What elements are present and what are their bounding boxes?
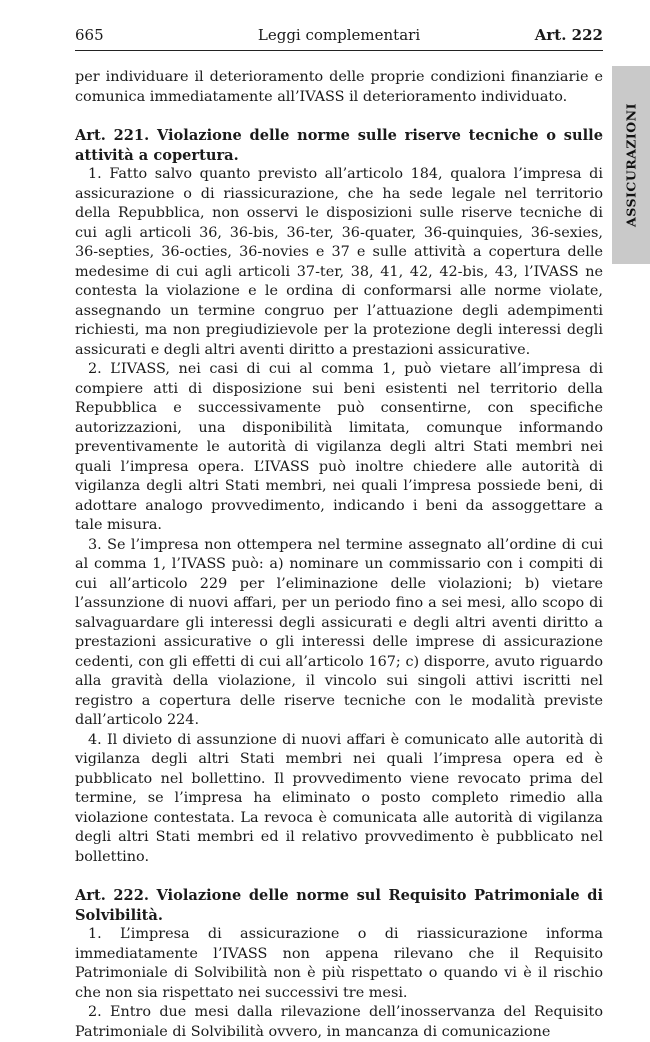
running-article: Art. 222 xyxy=(534,26,603,44)
body-text xyxy=(75,68,603,1042)
art221-paragraph-4: 4. Il divieto di assunzione di nuovi affari è comunicato alle autorità di vigilanza degli altri Stati membri nei quali l’impresa opera ed è pubblicato nel bollettino. Il provvedimento viene revocato prima del termine, se l’impresa ha eliminato o posto completo rimedio alla violazione contestata. La revoca è comunicata alle autorità di vigilanza degli altri Stati membri ed il relativo provvedimento è pubblicato nel bollettino. xyxy=(75,731,603,865)
art221-paragraph-1: 1. Fatto salvo quanto previsto all’articolo 184, qualora l’impresa di assicurazione o di riassicurazione, che ha sede legale nel territorio della Repubblica, non osservi le disposizioni sulle riserve tecniche di cui agli articoli 36, 36-bis, 36-ter, 36-quater, 36-quinquies, 36-sexies, 36-septies, 36-octies, 36-novies e 37 e sulle attività a copertura delle medesime di cui agli articoli 37-ter, 38, 41, 42, 42-bis, 43, l’IVASS ne contesta la violazione e le ordina di conformarsi alle norme violate, assegnando un termine congruo per l’attuazione degli adempimenti richiesti, ma non pregiudizievole per la protezione degli interessi degli assicurati e degli altri aventi diritto a prestazioni assicurative. xyxy=(75,166,603,358)
art221-paragraph-3: 3. Se l’impresa non ottempera nel termine assegnato all’ordine di cui al comma 1, l’IVASS può: a) nominare un commissario con i compiti di cui all’articolo 229 per l’eliminazione delle violazioni; b) vietare l’assunzione di nuovi affari, per un periodo fino a sei mesi, allo scopo di salvaguardare gli interessi degli assicurati e degli altri aventi diritto a prestazioni assicurative o gli interessi delle imprese di assicurazione cedenti, con gli effetti di cui all’articolo 167; c) disporre, avuto riguardo alla gravità della violazione, il vincolo sui singoli attivi iscritti nel registro a copertura delle riserve tecniche con le modalità previste dall’articolo 224. xyxy=(75,536,603,728)
art222-paragraph-2: 2. Entro due mesi dalla rilevazione dell’inosservanza del Requisito Patrimoniale di Solvibilità ovvero, in mancanza di comunicazione xyxy=(75,1004,603,1040)
art222-heading: Art. 222. Violazione delle norme sul Requisito Patrimoniale di Solvibilità. xyxy=(75,887,603,924)
art221-paragraph-2: 2. L’IVASS, nei casi di cui al comma 1, può vietare all’impresa di compiere atti di disposizione sui beni esistenti nel territorio della Repubblica e successivamente può consentirne, con specifiche autorizzazioni, una disponibilità limitata, comunque informando preventivamente le autorità di vigilanza degli altri Stati membri nei quali l’impresa opera. L’IVASS può inoltre chiedere alle autorità di vigilanza degli altri Stati membri, nei quali l’impresa possiede beni, di adottare analogo provvedimento, indicando i beni da assoggettare a tale misura. xyxy=(75,361,603,533)
page-number: 665 xyxy=(75,26,104,44)
art221-heading: Art. 221. Violazione delle norme sulle riserve tecniche o sulle attività a copertura. xyxy=(75,127,603,164)
intro-paragraph: per individuare il deterioramento delle proprie condizioni finanziarie e comunica immediatamente all’IVASS il deterioramento individuato. xyxy=(75,69,603,105)
page-header xyxy=(75,26,603,51)
art222-paragraph-1: 1. L’impresa di assicurazione o di riassicurazione informa immediatamente l’IVASS non appena rilevano che il Requisito Patrimoniale di Solvibilità non è più rispettato o quando vi è il rischio che non sia rispettato nei successivi tre mesi. xyxy=(75,926,603,1001)
section-tab-label: ASSICURAZIONI xyxy=(623,103,639,227)
running-title: Leggi complementari xyxy=(257,26,421,44)
section-tab xyxy=(612,66,650,264)
